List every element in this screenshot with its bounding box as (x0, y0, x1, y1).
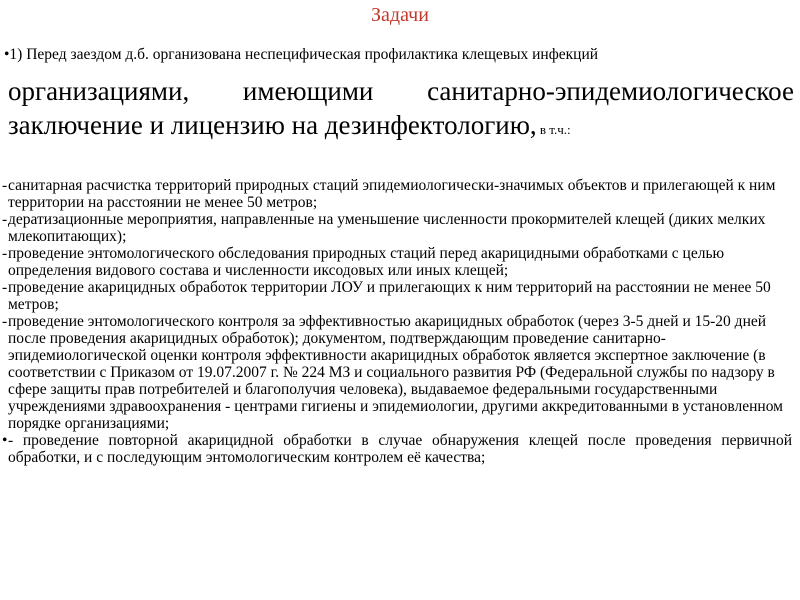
list-item (2, 177, 792, 211)
list-item-text: проведение энтомологического контроля за эффективностью акарицидных обработок (через 3-5 дней и 15-20 дней после проведения акарицидных обработок); документом, подтверждающим проведение санитарно-эпидемиологической оценки контроля эффективности акарицидных обработок является экспертное заключение (в соответствии с Приказом от 19.07.2007 г. № 224 МЗ и социального развития РФ (Федеральной службы по надзору в сфере защиты прав потребителей и благополучия человека), выдаваемое федеральными государственными учреждениями здравоохранения - центрами гигиены и эпидемиологии, другими аккредитованными в установленном порядке организациями; (8, 313, 783, 432)
list-item-marker: - (2, 177, 8, 194)
page-title: Задачи (371, 4, 429, 26)
list-item (2, 432, 792, 466)
organizations-statement-suffix: в т.ч.: (536, 122, 571, 137)
list-item-text: проведение энтомологического обследования природных стаций перед акарицидными обработками с целью определения видового состава и численности иксодовых или иных клещей; (8, 245, 725, 279)
list-item (2, 245, 792, 279)
list-item (2, 313, 792, 432)
organizations-statement-text: организациями, имеющими санитарно-эпидемиологическое заключение и лицензию на дезинфектологию, (8, 76, 794, 140)
list-item-text: - проведение повторной акарицидной обработки в случае обнаружения клещей после проведения первичной обработки, и с последующим энтомологическим контролем её качества; (8, 432, 792, 466)
intro-line: •1) Перед заездом д.б. организована неспецифическая профилактика клещевых инфекций (4, 46, 599, 63)
list-item-marker: - (2, 279, 8, 296)
list-item-marker: - (2, 313, 8, 330)
task-list (2, 177, 792, 466)
list-item (2, 279, 792, 313)
list-item-marker: - (2, 211, 8, 228)
list-item-text: санитарная расчистка территорий природных стаций эпидемиологически-значимых объектов и прилегающей к ним территории на расстоянии не менее 50 метров; (8, 177, 776, 211)
list-item-marker: - (2, 245, 8, 262)
list-item-text: проведение акарицидных обработок территории ЛОУ и прилегающих к ним территорий на расстоянии не менее 50 метров; (8, 279, 771, 313)
list-item (2, 211, 792, 245)
list-item-text: дератизационные мероприятия, направленные на уменьшение численности прокормителей клещей (диких мелких млекопитающих); (8, 211, 766, 245)
list-item-marker: • (2, 432, 8, 449)
organizations-statement (8, 74, 794, 147)
